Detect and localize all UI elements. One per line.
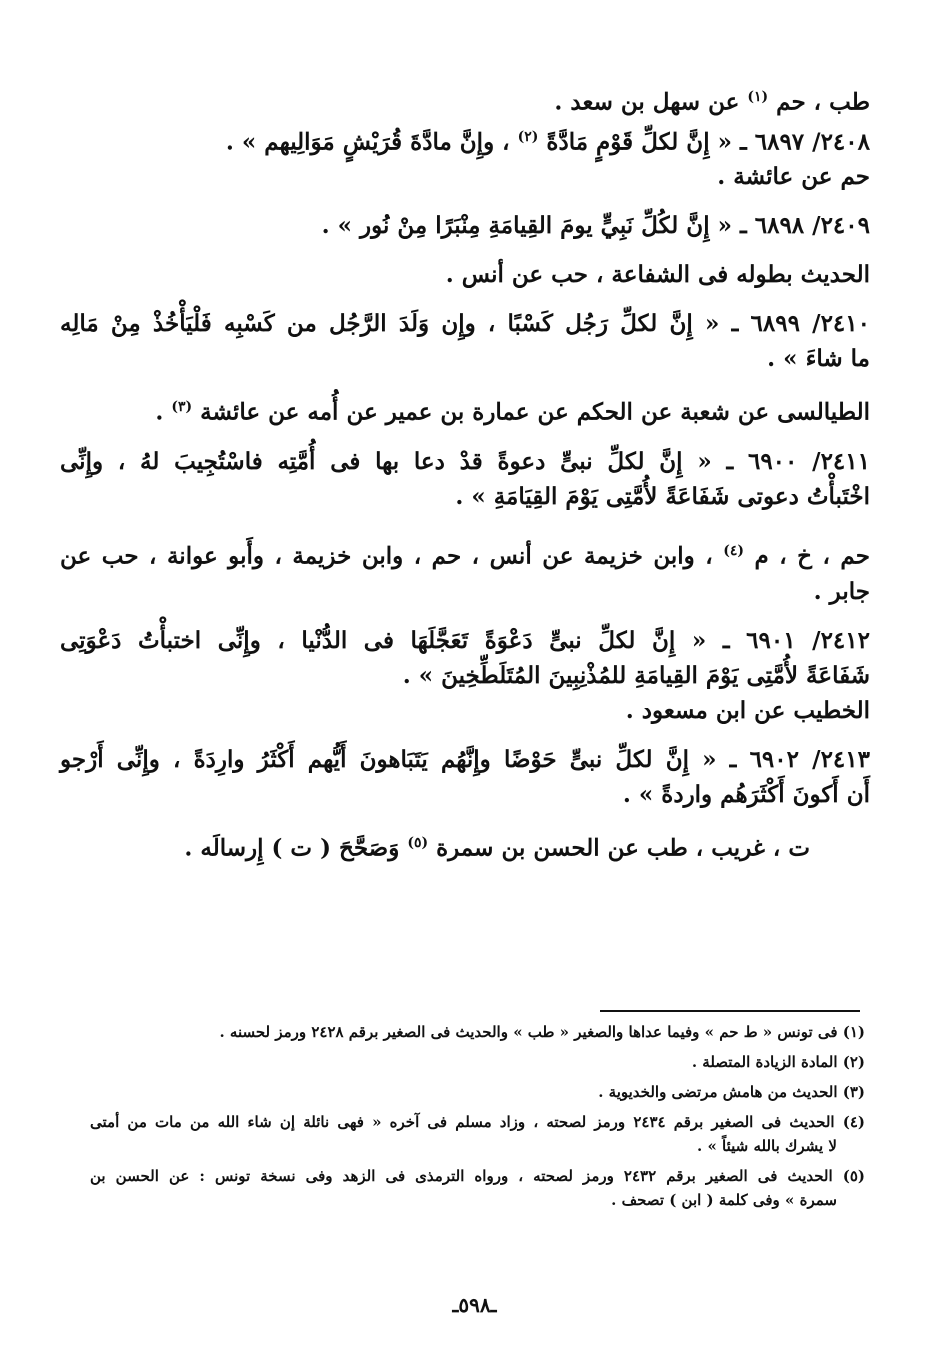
footnote-ref[interactable]: (١)	[747, 89, 769, 105]
text-line: طب ، حم $^{(١)}$ عن سهل بن سعد .	[554, 88, 870, 116]
hadith-line-cont: شَفَاعَةً لأُمَّتِى يَوْمَ القِيامَةِ للمُذْنِبِينَ المُتَلَطِّخِينَ » .	[402, 661, 870, 689]
page-number: ـ٥٩٨ـ	[452, 1293, 497, 1317]
footnote-ref[interactable]: (٤)	[723, 542, 744, 559]
source-line-cont: جابر .	[813, 577, 870, 605]
hadith-line-cont: أَن أَكونَ أَكْثَرَهُم واردةً » .	[622, 780, 870, 808]
footnote-4: (٤) الحديث فى الصغير برقم ٢٤٣٤ ورمز لصحته ، وزاد مسلم فى آخره « فهى نائلة إن شاء الله من مات من أمتى	[90, 1113, 866, 1131]
source-line: الحديث بطوله فى الشفاعة ، حب عن أنس .	[445, 261, 870, 289]
hadith-line: ٢٤١٠/ ٦٨٩٩ ـ « إِنَّ لكلِّ رَجُل كَسْبًا ، وإِن وَلَدَ الرَّجُل من كَسْبِه فَلْيَأْخُذْ مِنْ مَالِه	[60, 310, 870, 338]
source-line: حم عن عائشة .	[717, 163, 870, 191]
hadith-line: ٢٤٠٩/ ٦٨٩٨ ـ « إِنَّ لكُلِّ نَبِيٍّ يومَ القِيامَةِ مِنْبَرًا مِنْ نُور » .	[321, 212, 870, 240]
source-line: الطيالسى عن شعبة عن الحكم عن عمارة بن عمير عن أُمه عن عائشة $^{(٣)}$ .	[155, 398, 870, 426]
source-line: الخطيب عن ابن مسعود .	[625, 696, 870, 724]
hadith-line: ٢٤١٢/ ٦٩٠١ ـ « إِنَّ لكلِّ نبىٍّ دَعْوَةً تَعَجَّلَهَا فى الدُّنْيا ، وإِنِّى اختبأْتُ دَعْوَتِى	[60, 626, 870, 654]
footnote-divider	[600, 1010, 860, 1012]
footnote-5-cont: سمرة » وفى كلمة ( ابن ) تصحف .	[611, 1191, 837, 1209]
footnote-4-cont: لا يشرك بالله شيئاً » .	[697, 1137, 837, 1155]
footnote-2: (٢) المادة الزيادة المتصلة .	[691, 1053, 865, 1071]
source-line: ت ، غريب ، طب عن الحسن بن سمرة $^{(٥)}$ وَصَحَّحَ ( ت ) إِرسالَه .	[184, 834, 810, 862]
footnote-ref[interactable]: (٥)	[407, 834, 429, 851]
footnote-ref[interactable]: (٣)	[171, 399, 193, 416]
hadith-line: ٢٤١٣/ ٦٩٠٢ ـ « إِنَّ لكلِّ نبىٍّ حَوْضًا وإِنَّهُم يَتَبَاهونَ أَيُّهم أَكْثَرُ وارِدَةً ، وإِنِّى أَرْجو	[60, 745, 870, 773]
footnote-ref[interactable]: (٢)	[517, 128, 539, 145]
main-text	[60, 80, 870, 865]
source-line: حم ، خ ، م $^{(٤)}$ ، وابن خزيمة عن أنس ، حم ، وابن خزيمة ، وأَبو عوانة ، حب عن	[60, 542, 870, 570]
hadith-line: ٢٤١١/ ٦٩٠٠ ـ « إِنَّ لكلِّ نبىٍّ دعوةً قدْ دعا بها فى أُمَّتِه فاسْتُجِيبَ لهُ ، وإِنِّى	[60, 447, 870, 475]
footnote-1: (١) فى تونس « ط حم » وفيما عداها والصغير « طب » والحديث فى الصغير برقم ٢٤٢٨ ورمز لحسنه .	[219, 1023, 865, 1041]
footnotes	[90, 1020, 865, 1212]
hadith-line-cont: ما شاءَ » .	[767, 345, 870, 373]
hadith-line-cont: اخْتَبأْتُ دعوتى شَفَاعَةً لأُمَّتِى يَوْمَ القِيَامَةِ » .	[455, 482, 870, 510]
hadith-line: ٢٤٠٨/ ٦٨٩٧ ـ « إِنَّ لكلِّ قَوْمٍ مَادَّةً $^{(٢)}$ ، وإِنَّ مادَّةَ قُرَيْشٍ مَوَالِيهم » .	[225, 128, 870, 156]
footnote-5: (٥) الحديث فى الصغير برقم ٢٤٣٢ ورمز لصحته ، ورواه الترمذى فى الزهد وفى نسخة تونس : عن الحسن بن	[90, 1167, 866, 1185]
footnote-3: (٣) الحديث من هامش مرتضى والخديوية .	[598, 1083, 865, 1101]
